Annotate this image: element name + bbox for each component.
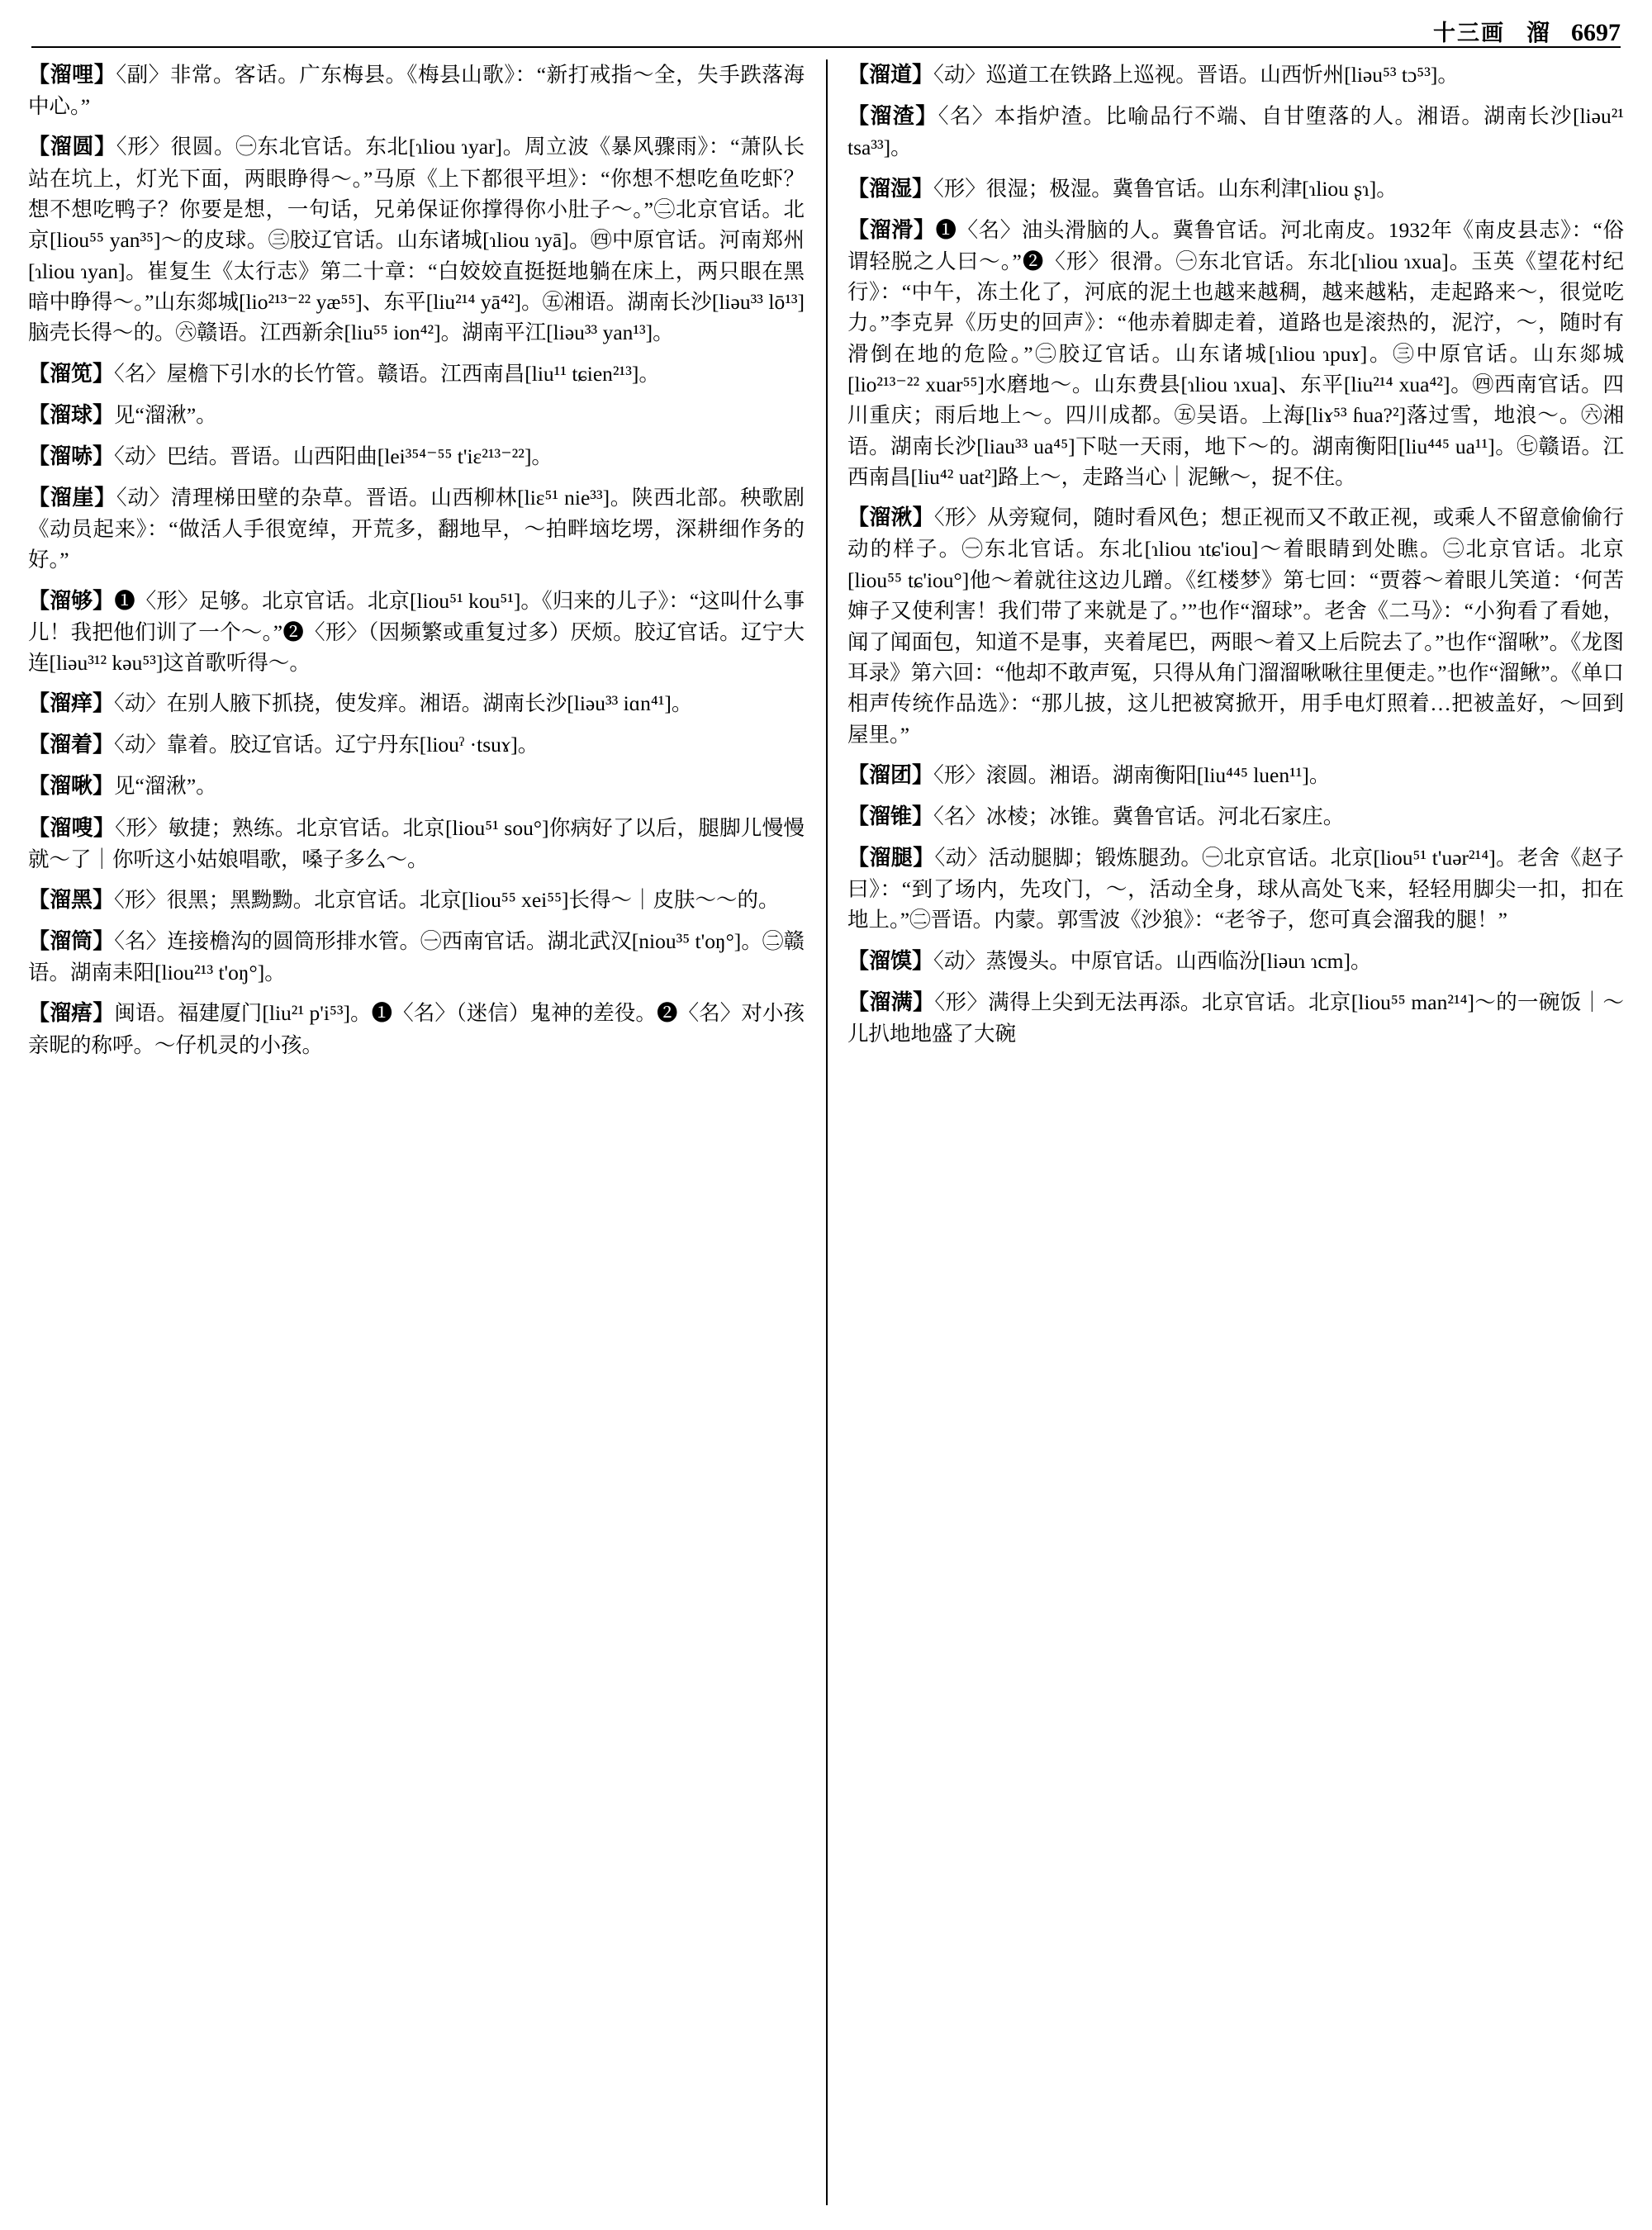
dictionary-entry <box>28 59 805 121</box>
dictionary-entry <box>28 441 805 472</box>
entry-body: 〈形〉从旁窥伺，随时看风色；想正视而又不敢正视，或乘人不留意偷偷行动的样子。㊀东北官话。东北[ɿliou ɿtɕ'iou]～着眼睛到处瞧。㊁北京官话。北京[liou⁵⁵ tɕ'iou°]他～着就往这边儿蹭。《红楼梦》第七回：“贾蓉～着眼儿笑道：‘何苦婶子又使利害！我们带了来就是了。’”也作“溜球”。老舍《二马》：“小狗看了看她，闻了闻面包，知道不是事，夹着尾巴，两眼～着又上后院去了。”也作“溜啾”。《龙图耳录》第六回：“他却不敢声冤，只得从角门溜溜啾啾往里便走。”也作“溜鳅”。《单口相声传统作品选》：“那儿披，这儿把被窝掀开，用手电灯照着…把被盖好，～回到屋里。” <box>847 505 1624 747</box>
entry-headword: 【溜湿】 <box>847 176 934 201</box>
entry-headword: 【溜黑】 <box>28 887 115 912</box>
dictionary-entry <box>28 998 805 1060</box>
dictionary-entry <box>28 482 805 576</box>
entry-body: 〈名〉本指炉渣。比喻品行不端、自甘堕落的人。湘语。湖南长沙[liəu²¹ tsa³³]。 <box>847 104 1624 160</box>
entry-headword: 【溜痒】 <box>28 691 115 716</box>
dictionary-entry <box>847 101 1624 163</box>
entry-headword: 【溜锥】 <box>847 804 934 828</box>
entry-headword: 【溜痦】 <box>28 1001 115 1026</box>
entry-body: 〈动〉在别人腋下抓挠，使发痒。湘语。湖南长沙[liəu³³ iɑn⁴¹]。 <box>114 691 693 716</box>
right-column <box>823 59 1624 2222</box>
entry-body: 〈动〉清理梯田壁的杂草。晋语。山西柳林[liɛ⁵¹ nie³³]。陕西北部。秧歌剧《动员起来》：“做活人手很宽绰，开荒多，翻地早，～拍畔垴圪塄，深耕细作务的好。” <box>28 485 805 572</box>
entry-body: 〈形〉很圆。㊀东北官话。东北[ɿliou ɿyar]。周立波《暴风骤雨》：“萧队长站在坑上，灯光下面，两眼睁得～。”马原《上下都很平坦》：“你想不想吃鱼吃虾？想不想吃鸭子？你要是想，一句话，兄弟保证你撑得你小肚子～。”㊁北京官话。北京[liou⁵⁵ yan³⁵]～的皮球。㊂胶辽官话。山东诸城[ɿliou ɿyā]。㊃中原官话。河南郑州[ɿliou ɿyan]。崔复生《太行志》第二十章：“白姣姣直挺挺地躺在床上，两只眼在黑暗中睁得～。”山东郯城[lio²¹³⁻²² yæ⁵⁵]、东平[liu²¹⁴ yā⁴²]。㊄湘语。湖南长沙[liəu³³ lō¹³]脑壳长得～的。㊅赣语。江西新余[liu⁵⁵ ion⁴²]。湖南平江[liəu³³ yan¹³]。 <box>28 135 805 345</box>
entry-body: 见“溜湫”。 <box>114 774 217 799</box>
dictionary-entry <box>847 842 1624 936</box>
entry-body: 〈形〉敏捷；熟练。北京官话。北京[liou⁵¹ sou°]你病好了以后，腿脚儿慢慢就～了｜你听这小姑娘唱歌，嗓子多么～。 <box>28 815 805 871</box>
dictionary-entry <box>28 131 805 348</box>
entry-headword: 【溜嗖】 <box>28 815 116 840</box>
page-number: 6697 <box>1571 19 1621 46</box>
entry-body: ❶〈名〉油头滑脑的人。冀鲁官话。河北南皮。1932年《南皮县志》：“俗谓轻脱之人曰～。”❷〈形〉很滑。㊀东北官话。东北[ɿliou ɿxua]。玉英《望花村纪行》：“中午，冻土化了，河底的泥土也越来越稠，越来越粘，走起路来～，很觉吃力。”李克昇《历史的回声》：“他赤着脚走着，道路也是滚热的，泥泞，～，随时有滑倒在地的危险。”㊁胶辽官话。山东诸城[ɿliou ɿpuɤ]。㊂中原官话。山东郯城[lio²¹³⁻²² xuar⁵⁵]水磨地～。山东费县[ɿliou ɿxua]、东平[liu²¹⁴ xua⁴²]。㊃西南官话。四川重庆；雨后地上～。四川成都。㊄吴语。上海[liɤ⁵³ ɦua?²]落过雪，地浪～。㊅湘语。湖南长沙[liau³³ ua⁴⁵]下哒一天雨，地下～的。湖南衡阳[liu⁴⁴⁵ ua¹¹]。㊆赣语。江西南昌[liu⁴² uat²]路上～，走路当心｜泥鳅～，捉不住。 <box>847 217 1624 490</box>
dictionary-entry <box>28 400 805 431</box>
radical-character: 溜 <box>1526 21 1550 46</box>
dictionary-entry <box>28 729 805 761</box>
entry-body: 〈形〉很黑；黑黝黝。北京官话。北京[liou⁵⁵ xei⁵⁵]长得～｜皮肤～～的。 <box>114 887 780 912</box>
stroke-count-label: 十三画 <box>1432 21 1505 45</box>
entry-body: 见“溜湫”。 <box>114 402 217 427</box>
entry-headword: 【溜馍】 <box>847 948 934 973</box>
entry-headword: 【溜圆】 <box>28 135 116 159</box>
entry-headword: 【溜球】 <box>28 402 115 427</box>
entry-headword: 【溜渣】 <box>847 104 938 129</box>
page-header <box>1433 15 1621 48</box>
entry-body: 〈动〉靠着。胶辽官话。辽宁丹东[liouˀ ·tsuɤ]。 <box>114 733 539 757</box>
entry-headword: 【溜崖】 <box>28 485 116 510</box>
entry-headword: 【溜够】 <box>28 588 115 613</box>
entry-headword: 【溜团】 <box>847 762 934 787</box>
entry-body: 〈动〉巴结。晋语。山西阳曲[lei³⁵⁴⁻⁵⁵ t'iɛ²¹³⁻²²]。 <box>114 444 553 468</box>
entry-body: 〈副〉非常。客话。广东梅县。《梅县山歌》：“新打戒指～全，失手跌落海中心。” <box>28 63 805 119</box>
entry-body: 〈名〉屋檐下引水的长竹管。赣语。江西南昌[liu¹¹ tɕien²¹³]。 <box>114 361 660 386</box>
header-rule <box>31 46 1621 48</box>
entry-body: 〈动〉巡道工在铁路上巡视。晋语。山西忻州[liəu⁵³ tɔ⁵³]。 <box>933 63 1459 87</box>
dictionary-entry <box>847 502 1624 749</box>
dictionary-entry <box>847 801 1624 833</box>
entry-body: ❶〈形〉足够。北京官话。北京[liou⁵¹ kou⁵¹]。《归来的儿子》：“这叫什么事儿！我把他们训了一个～。”❷〈形〉（因频繁或重复过多）厌烦。胶辽官话。辽宁大连[liəu³¹² kəu⁵³]这首歌听得～。 <box>28 588 805 675</box>
entry-headword: 【溜滑】 <box>847 217 936 242</box>
entry-headword: 【溜腿】 <box>847 846 935 871</box>
entry-body: 闽语。福建厦门[liu²¹ p'i⁵³]。❶〈名〉（迷信）鬼神的差役。❷〈名〉对小孩亲昵的称呼。～仔机灵的小孩。 <box>28 1001 805 1057</box>
dictionary-entry <box>28 586 805 679</box>
entry-headword: 【溜筒】 <box>28 929 115 954</box>
dictionary-entry <box>28 771 805 802</box>
dictionary-entry <box>28 885 805 916</box>
entry-body: 〈形〉很湿；极湿。冀鲁官话。山东利津[ɿliou ʂɿ]。 <box>933 176 1398 201</box>
entry-body: 〈动〉活动腿脚；锻炼腿劲。㊀北京官话。北京[liou⁵¹ t'uər²¹⁴]。老舍《赵子曰》：“到了场内，先攻门，～，活动全身，球从高处飞来，轻轻用脚尖一扣，扣在地上。”㊁晋语。内蒙。郭雪波《沙狼》：“老爷子，您可真会溜我的腿！” <box>847 846 1624 932</box>
entry-headword: 【溜着】 <box>28 733 115 757</box>
dictionary-entry <box>847 215 1624 493</box>
body-columns <box>28 59 1624 2222</box>
entry-body: 〈名〉连接檐沟的圆筒形排水管。㊀西南官话。湖北武汉[niou³⁵ t'oŋ°]。㊁赣语。湖南耒阳[liou²¹³ t'oŋ°]。 <box>28 929 805 985</box>
dictionary-entry <box>847 760 1624 791</box>
dictionary-entry <box>28 688 805 719</box>
left-column <box>28 59 823 2222</box>
dictionary-entry <box>28 813 805 875</box>
dictionary-entry <box>847 59 1624 91</box>
entry-headword: 【溜道】 <box>847 63 934 87</box>
dictionary-entry <box>847 946 1624 977</box>
dictionary-entry <box>847 173 1624 205</box>
dictionary-entry <box>28 926 805 988</box>
entry-headword: 【溜哧】 <box>28 444 115 468</box>
entry-body: 〈形〉满得上尖到无法再添。北京官话。北京[liou⁵⁵ man²¹⁴]～的一碗饭｜～儿扒地地盛了大碗 <box>847 989 1624 1046</box>
entry-headword: 【溜哩】 <box>28 63 116 87</box>
entry-headword: 【溜啾】 <box>28 774 115 799</box>
entry-headword: 【溜笕】 <box>28 361 115 386</box>
dictionary-entry <box>28 358 805 390</box>
entry-body: 〈形〉滚圆。湘语。湖南衡阳[liu⁴⁴⁵ luen¹¹]。 <box>933 762 1331 787</box>
entry-headword: 【溜满】 <box>847 989 935 1014</box>
entry-headword: 【溜湫】 <box>847 505 934 530</box>
entry-body: 〈名〉冰棱；冰锥。冀鲁官话。河北石家庄。 <box>933 804 1345 828</box>
dictionary-entry <box>847 987 1624 1049</box>
entry-body: 〈动〉蒸馒头。中原官话。山西临汾[liəuɿ ɿcm]。 <box>933 948 1372 973</box>
